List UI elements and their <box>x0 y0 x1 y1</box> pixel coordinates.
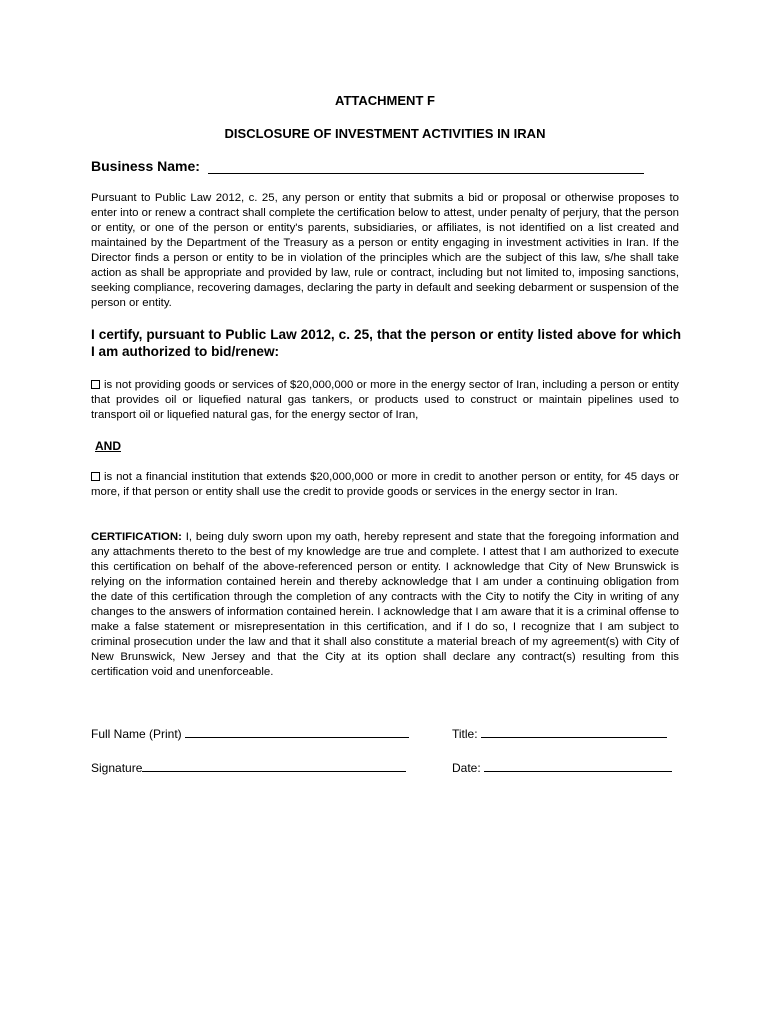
date-label: Date: <box>452 761 481 775</box>
signature-row <box>91 760 406 775</box>
and-label: AND <box>95 439 121 453</box>
certify-statement: I certify, pursuant to Public Law 2012, c. 25, that the person or entity listed above for which I am authorized to bid/renew: <box>91 327 681 359</box>
option-financial-institution-text: is not a financial institution that extends $20,000,000 or more in credit to another person or entity, for 45 days or more, if that person or entity shall use the credit to provide goods or services in the energy sector in Iran. <box>91 471 679 498</box>
full-name-field[interactable] <box>185 726 409 738</box>
certification-label: CERTIFICATION: <box>91 531 182 543</box>
business-name-label: Business Name: <box>91 158 200 174</box>
attachment-heading: ATTACHMENT F <box>335 93 435 108</box>
certification-paragraph <box>91 530 679 680</box>
business-name-row <box>91 158 644 174</box>
option-energy-sector <box>91 378 679 423</box>
option-energy-sector-text: is not providing goods or services of $20,000,000 or more in the energy sector of Iran, including a person or entity that provides oil or liquefied natural gas tankers, or products used to construct or maintain pipelines used to transport oil or liquefied natural gas, for the energy sector of Iran, <box>91 379 679 421</box>
signature-field[interactable] <box>142 760 406 772</box>
option-financial-institution <box>91 470 679 500</box>
business-name-field[interactable] <box>208 159 644 174</box>
document-title: DISCLOSURE OF INVESTMENT ACTIVITIES IN IRAN <box>224 126 546 141</box>
date-row <box>452 760 672 775</box>
energy-sector-checkbox[interactable] <box>91 380 100 389</box>
title-row <box>452 726 667 741</box>
intro-paragraph: Pursuant to Public Law 2012, c. 25, any person or entity that submits a bid or proposal or otherwise proposes to enter into or renew a contract shall complete the certification below to attest, under penalty of perjury, that the person or entity, or one of the person or entity's parents, subsidiaries, or affiliates, is not identified on a list created and maintained by the Department of the Treasury as a person or entity engaging in investment activities in Iran. If the Director finds a person or entity to be in violation of the principles which are the subject of this law, s/he shall take action as shall be appropriate and provided by law, rule or contract, including but not limited to, imposing sanctions, seeking compliance, recovering damages, declaring the party in default and seeking debarment or suspension of the person or entity. <box>91 192 679 309</box>
title-label: Title: <box>452 727 478 741</box>
signature-label: Signature <box>91 761 143 775</box>
full-name-label: Full Name (Print) <box>91 727 182 741</box>
certification-text: I, being duly sworn upon my oath, hereby represent and state that the foregoing information and any attachments thereto to the best of my knowledge are true and complete. I attest that I am authorized to execute this certification on behalf of the above-referenced person or entity. I acknowledge that City of New Brunswick is relying on the information contained herein and thereby acknowledge that I am under a continuing obligation from the date of this certification through the completion of any contracts with the City to notify the City in writing of any changes to the answers of information contained herein. I acknowledge that I am aware that it is a criminal offense to make a false statement or misrepresentation in this certification, and if I do so, I recognize that I am subject to criminal prosecution under the law and that it shall also constitute a material breach of my agreement(s) with City of New Brunswick, New Jersey and that the City at its option shall declare any contract(s) resulting from this certification void and unenforceable. <box>91 531 680 678</box>
full-name-row <box>91 726 409 741</box>
title-field[interactable] <box>481 726 667 738</box>
financial-institution-checkbox[interactable] <box>91 472 100 481</box>
date-field[interactable] <box>484 760 672 772</box>
